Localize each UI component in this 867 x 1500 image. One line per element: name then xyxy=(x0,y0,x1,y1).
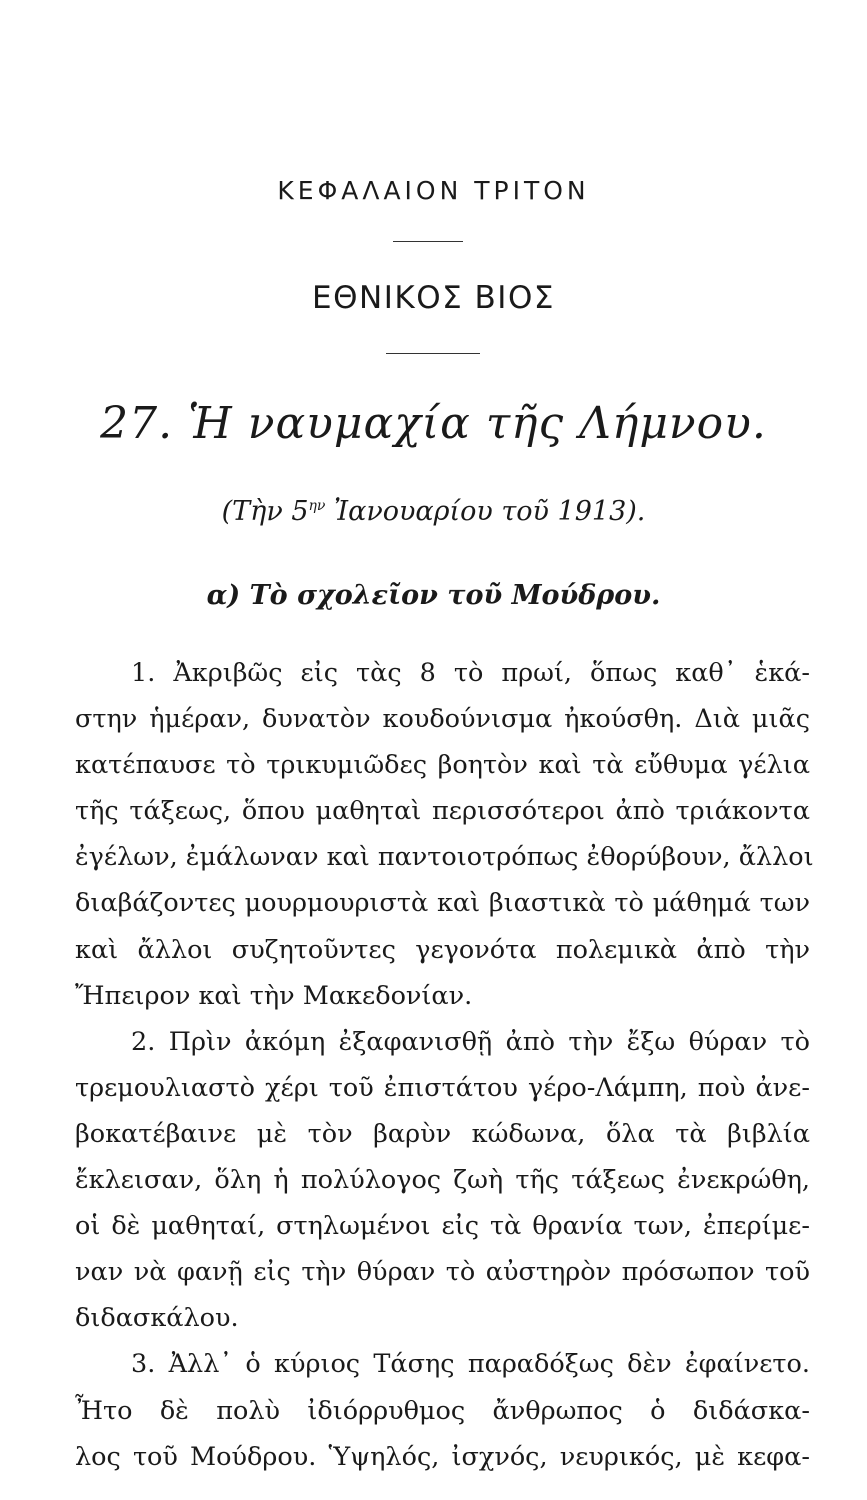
text-line: καὶ ἄλλοι συζητοῦντες γεγονότα πολεμικὰ ἀπὸ τὴν xyxy=(75,934,810,965)
text-line: Ἦτο δὲ πολὺ ἰδιόρρυθμος ἄνθρωπος ὁ διδάσκα- xyxy=(75,1395,810,1426)
lesson-date xyxy=(0,496,867,527)
body-text xyxy=(75,650,814,1480)
text-line: οἱ δὲ μαθηταί, στηλωμένοι εἰς τὰ θρανία των, ἐπερίμε- xyxy=(75,1211,810,1242)
text-line: 2. Πρὶν ἀκόμη ἐξαφανισθῇ ἀπὸ τὴν ἔξω θύραν τὸ xyxy=(131,1026,810,1057)
subsection-heading: α) Τὸ σχολεῖον τοῦ Μούδρου. xyxy=(206,580,661,611)
text-line: βοκατέβαινε μὲ τὸν βαρὺν κώδωνα, ὅλα τὰ βιβλία xyxy=(75,1118,810,1149)
text-line: τρεμουλιαστὸ χέρι τοῦ ἐπιστάτου γέρο-Λάμπη, ποὺ ἀνε- xyxy=(75,1072,810,1103)
text-line: στην ἡμέραν, δυνατὸν κουδούνισμα ἠκούσθη. Διὰ μιᾶς xyxy=(75,704,810,735)
text-line: 3. Ἀλλ᾽ ὁ κύριος Τάσης παραδόξως δὲν ἐφαίνετο. xyxy=(131,1349,810,1380)
lesson-date-prefix: (Τὴν 5 xyxy=(221,496,309,527)
text-line: λος τοῦ Μούδρου. Ὑψηλός, ἰσχνός, νευρικός, μὲ κεφα- xyxy=(75,1441,810,1472)
text-line: ναν νὰ φανῇ εἰς τὴν θύραν τὸ αὐστηρὸν πρόσωπον τοῦ xyxy=(75,1257,810,1288)
chapter-heading: ΚΕΦΑΛΑΙΟΝ ΤΡΙΤΟΝ xyxy=(277,176,590,205)
lesson-date-superscript: ην xyxy=(308,498,326,514)
divider-rule-top xyxy=(393,241,463,242)
text-line: διδασκάλου. xyxy=(75,1303,239,1334)
section-heading: ΕΘΝΙΚΟΣ ΒΙΟΣ xyxy=(312,280,555,316)
divider-rule-bottom xyxy=(386,353,480,354)
lesson-date-suffix: Ἰανουαρίου τοῦ 1913). xyxy=(325,496,646,527)
text-line: τῆς τάξεως, ὅπου μαθηταὶ περισσότεροι ἀπὸ τριάκοντα xyxy=(75,796,810,827)
text-line: διαβάζοντες μουρμουριστὰ καὶ βιαστικὰ τὸ μάθημά των xyxy=(75,888,810,919)
text-line: Ἤπειρον καὶ τὴν Μακεδονίαν. xyxy=(75,980,473,1011)
text-line: ἐγέλων, ἐμάλωναν καὶ παντοιοτρόπως ἐθορύβουν, ἄλλοι xyxy=(75,842,814,873)
lesson-title: 27. Ἡ ναυμαχία τῆς Λήμνου. xyxy=(100,398,767,449)
text-line: κατέπαυσε τὸ τρικυμιῶδες βοητὸν καὶ τὰ εὔθυμα γέλια xyxy=(75,750,810,781)
text-line: 1. Ἀκριβῶς εἰς τὰς 8 τὸ πρωί, ὅπως καθ᾽ ἑκά- xyxy=(131,658,810,688)
text-line: ἔκλεισαν, ὅλη ἡ πολύλογος ζωὴ τῆς τάξεως ἐνεκρώθη, xyxy=(75,1165,810,1196)
